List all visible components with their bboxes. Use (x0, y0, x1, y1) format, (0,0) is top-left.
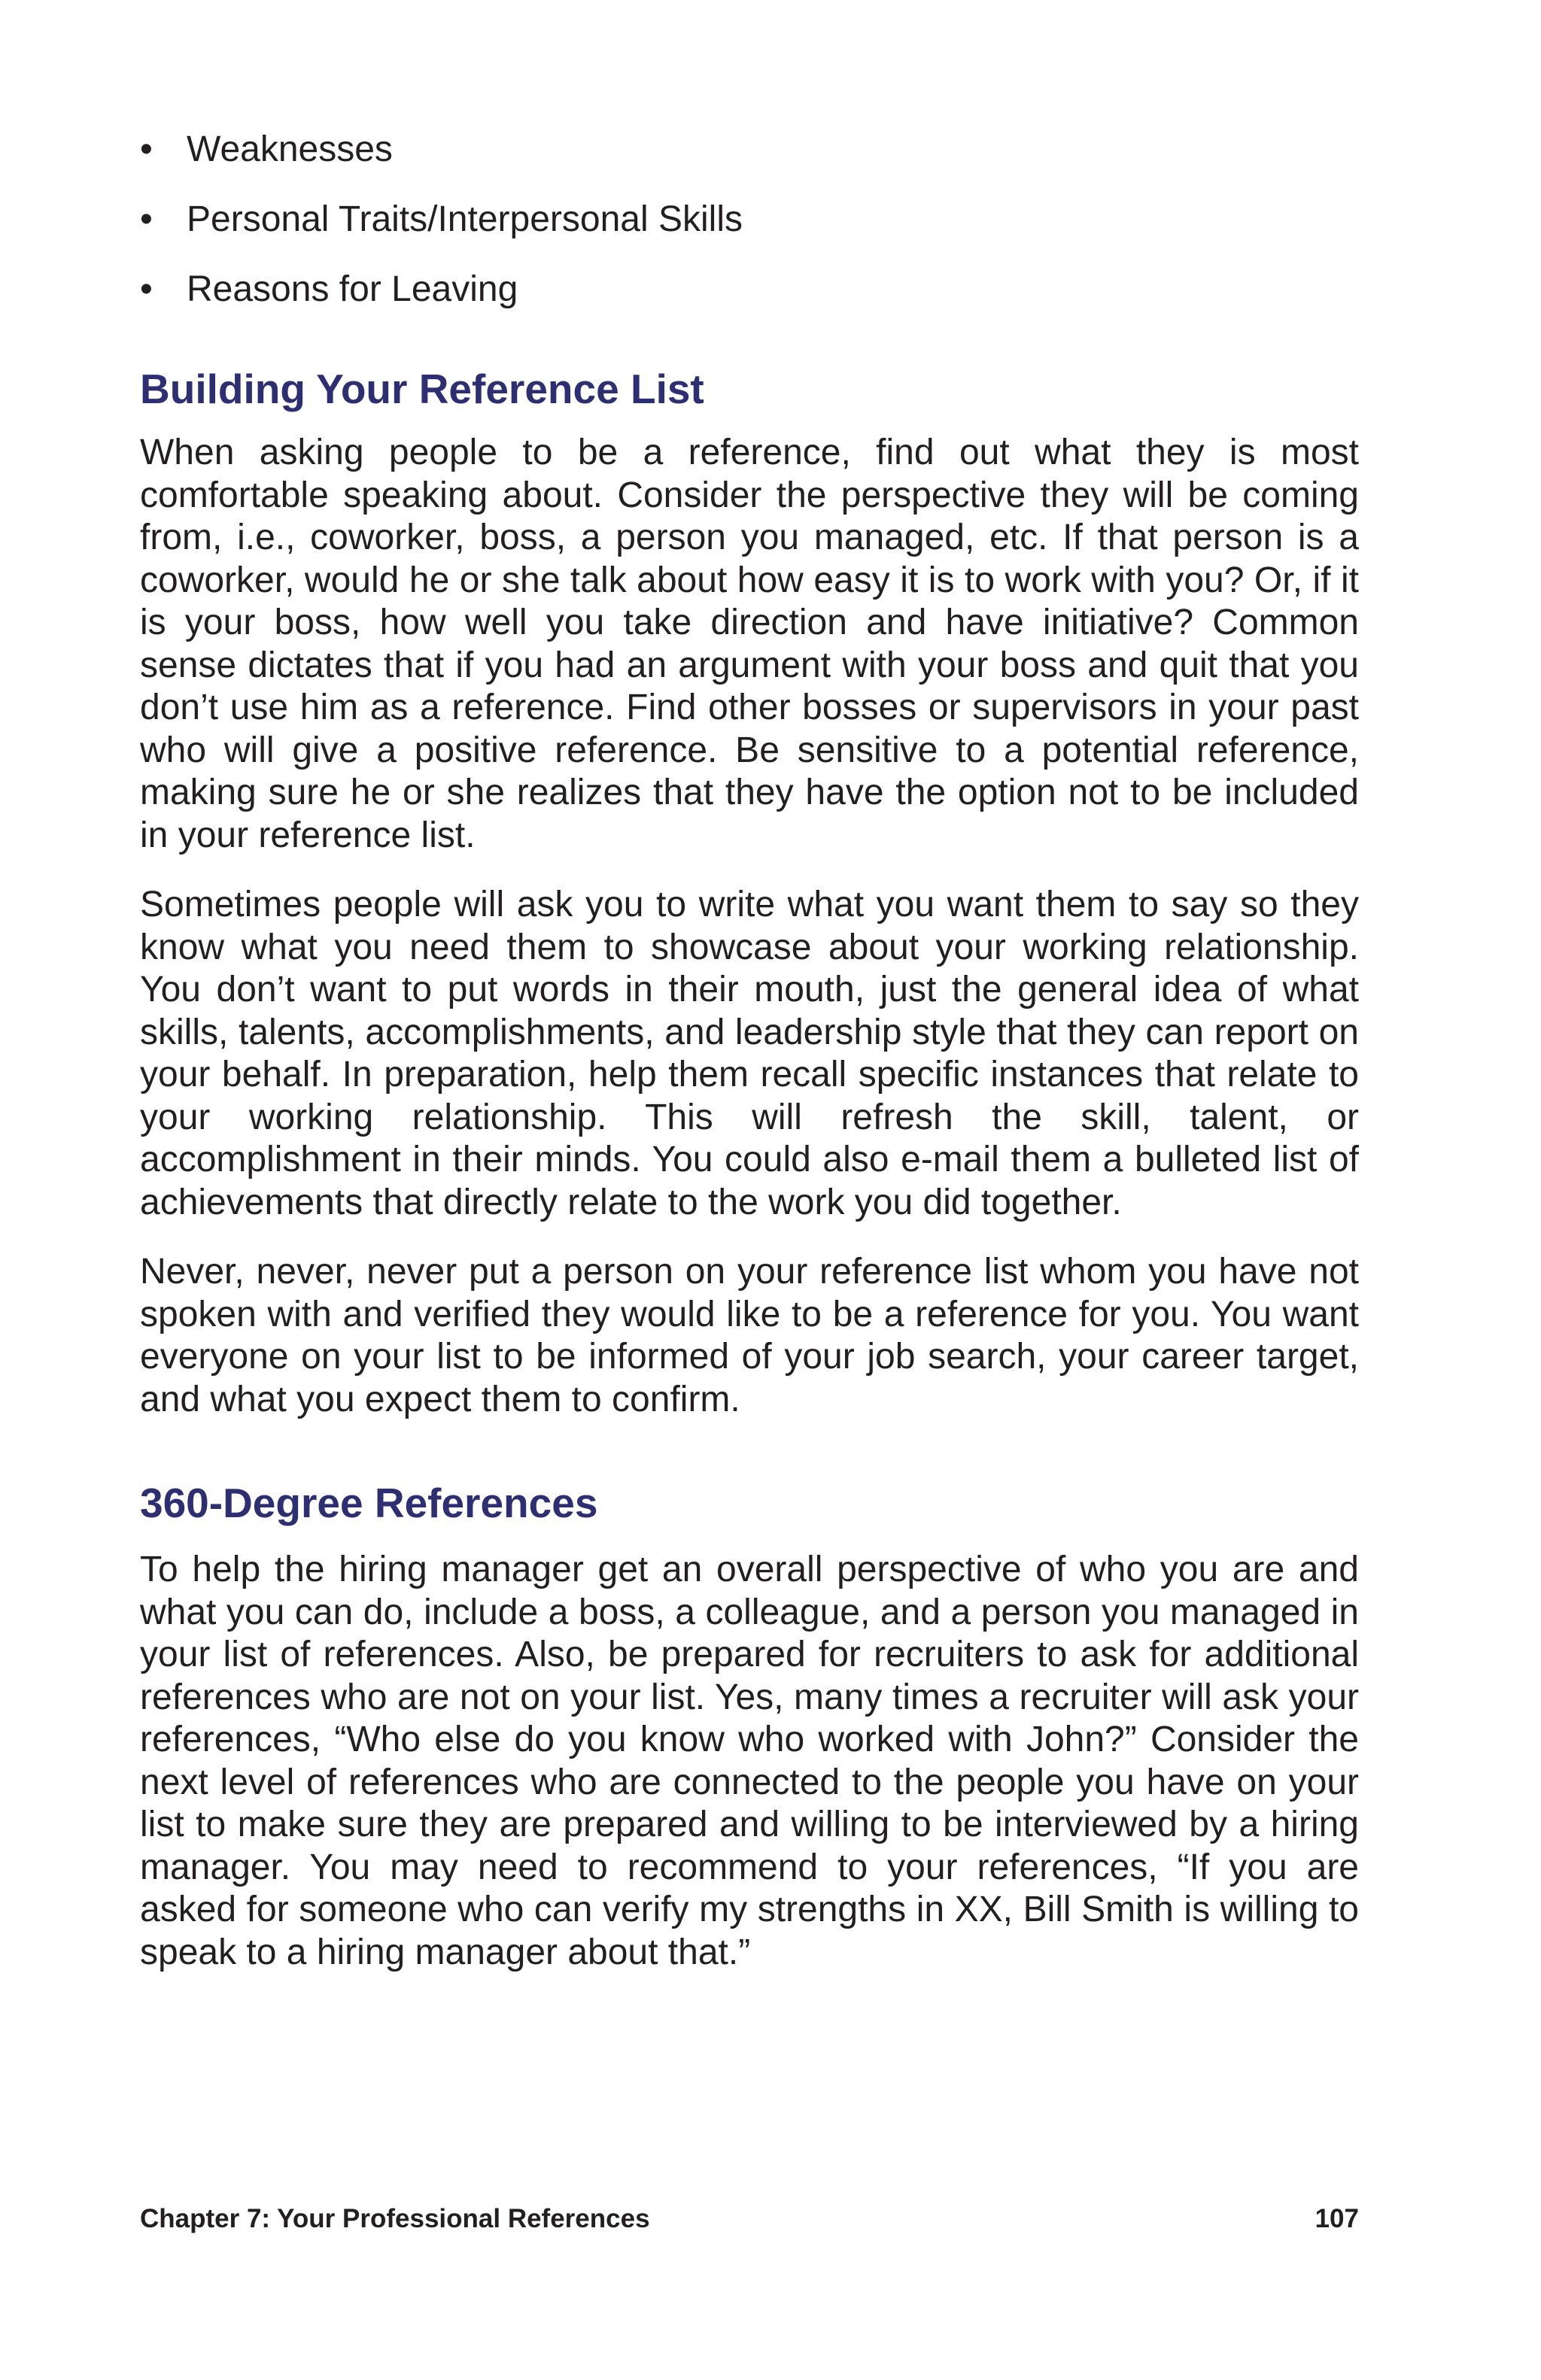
list-item-text: Weaknesses (187, 129, 393, 169)
paragraph: When asking people to be a reference, find out what they is most comfortable speaking about. Consider the perspective they will be coming from, i.e., coworker, boss, a person you managed, etc. If that person is a coworker, would he or she talk about how easy it is to work with you? Or, if it is your boss, how well you take direction and have initiative? Common sense dictates that if you had an argument with your boss and quit that you don’t use him as a reference. Find other bosses or supervisors in your past who will give a positive reference. Be sensitive to a potential reference, making sure he or she realizes that they have the option not to be included in your reference list. (140, 433, 1359, 855)
list-item-text: Personal Traits/Interpersonal Skills (187, 199, 743, 239)
bullet-icon: • (140, 269, 153, 309)
list-item (140, 198, 1359, 241)
paragraph: To help the hiring manager get an overall perspective of who you are and what you can do, include a boss, a colleague, and a person you managed in your list of references. Also, be prepared for recruiters to ask for additional references who are not on your list. Yes, many times a recruiter will ask your references, “Who else do you know who worked with John?” Consider the next level of references who are connected to the people you have on your list to make sure they are prepared and willing to be interviewed by a hiring manager. You may need to recommend to your references, “If you are asked for someone who can verify my strengths in XX, Bill Smith is willing to speak to a hiring manager about that.” (140, 1550, 1359, 1972)
paragraph: Never, never, never put a person on your reference list whom you have not spoken with and verified they would like to be a reference for you. You want everyone on your list to be informed of your job search, your career target, and what you expect them to confirm. (140, 1252, 1359, 1419)
page-footer (140, 2204, 1359, 2234)
section-heading-building-reference-list: Building Your Reference List (140, 366, 704, 412)
section-heading-360-degree-references: 360-Degree References (140, 1480, 598, 1526)
chapter-title: Chapter 7: Your Professional References (140, 2204, 650, 2233)
bullet-icon: • (140, 129, 153, 169)
list-item-text: Reasons for Leaving (187, 269, 518, 309)
list-item (140, 268, 1359, 311)
bullet-icon: • (140, 199, 153, 239)
page-content (140, 128, 1359, 2001)
list-item (140, 128, 1359, 172)
paragraph: Sometimes people will ask you to write what you want them to say so they know what you need them to showcase about your working relationship. You don’t want to put words in their mouth, just the general idea of what skills, talents, accomplishments, and leadership style that they can report on your behalf. In preparation, help them recall specific instances that relate to your working relationship. This will refresh the skill, talent, or accomplishment in their minds. You could also e-mail them a bulleted list of achievements that directly relate to the work you did together. (140, 885, 1359, 1222)
page-number: 107 (1315, 2204, 1359, 2233)
bullet-list (140, 128, 1359, 311)
